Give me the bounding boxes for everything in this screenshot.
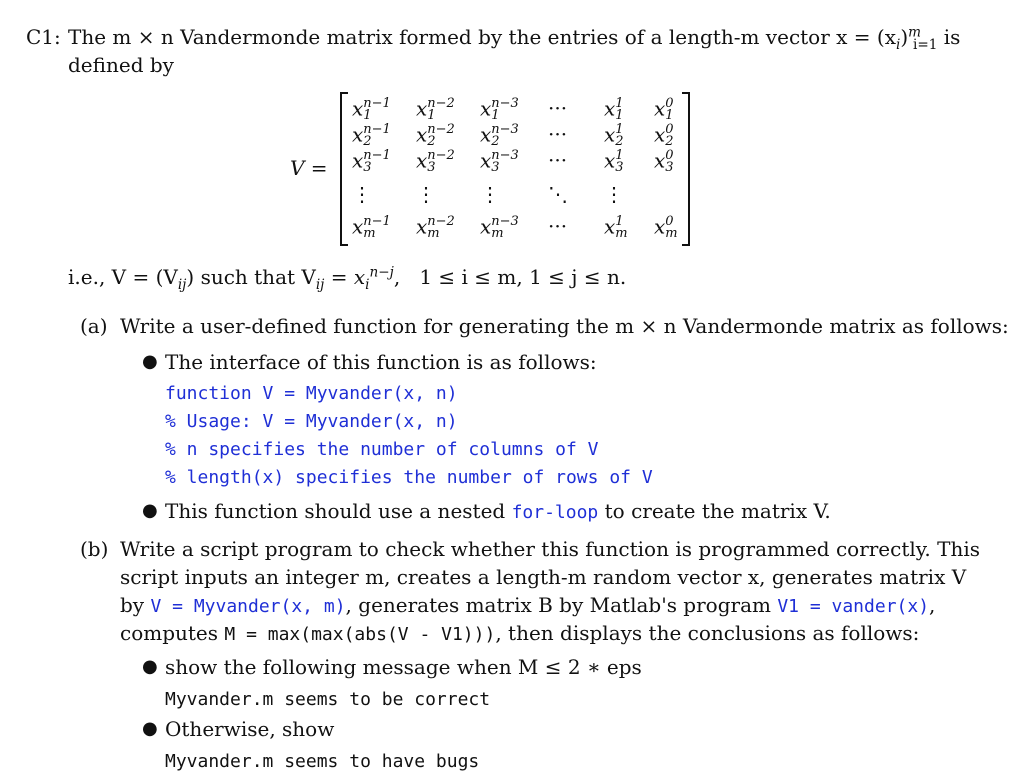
matrix-cell: x 1 3 — [604, 148, 624, 175]
matrix-cell: x 0 1 — [654, 96, 674, 123]
vandermonde-matrix — [340, 92, 690, 244]
matrix-cell: ⋮ — [352, 182, 372, 206]
part-b-line4: computes M = max(max(abs(V - V1))), then displays the conclusions as follows: — [120, 621, 920, 645]
matrix-cell: x n−1 m — [352, 214, 391, 241]
matrix-cell: x n−1 3 — [352, 148, 391, 175]
part-b-line1: Write a script program to check whether this function is programmed correctly. This — [120, 537, 981, 561]
matrix-cell: x n−2 2 — [416, 122, 455, 149]
code-line-4: % length(x) specifies the number of rows of V — [165, 467, 653, 488]
matrix-cell: ⋮ — [416, 182, 436, 206]
matrix-cell: x n−1 1 — [352, 96, 391, 123]
matrix-cell: x n−2 m — [416, 214, 455, 241]
problem-intro-line2: defined by — [68, 53, 174, 77]
part-b-label: (b) — [80, 537, 109, 561]
code-line-2: % Usage: V = Myvander(x, n) — [165, 411, 458, 432]
matrix-cell: x n−2 1 — [416, 96, 455, 123]
part-b-line2: script inputs an integer m, creates a length-m random vector x, generates matrix V — [120, 565, 967, 589]
matrix-cell: ⋱ — [548, 182, 568, 206]
bullet-icon: ● — [142, 500, 158, 521]
bullet-icon: ● — [142, 351, 158, 372]
matrix-right-bracket — [682, 92, 690, 246]
code-line-3: % n specifies the number of columns of V — [165, 439, 599, 460]
matrix-cell: x 0 2 — [654, 122, 674, 149]
part-a-label: (a) — [80, 314, 108, 338]
message-correct: Myvander.m seems to be correct — [165, 689, 491, 710]
part-b-bullet2: Otherwise, show — [165, 717, 335, 741]
matrix-cell: ⋮ — [480, 182, 500, 206]
matrix-cell: ··· — [548, 96, 568, 120]
matrix-lhs: V = — [290, 156, 328, 180]
part-a-text: Write a user-defined function for generating the m × n Vandermonde matrix as follows: — [120, 314, 1009, 338]
code-line-1: function V = Myvander(x, n) — [165, 383, 458, 404]
problem-label: C1: — [26, 25, 61, 49]
matrix-cell: x n−2 3 — [416, 148, 455, 175]
matrix-cell: x n−1 2 — [352, 122, 391, 149]
message-bugs: Myvander.m seems to have bugs — [165, 751, 480, 772]
part-b-line3: by V = Myvander(x, m), generates matrix B by Matlab's program V1 = vander(x), — [120, 593, 936, 617]
matrix-cell: ··· — [548, 122, 568, 146]
matrix-cell: x 1 m — [604, 214, 628, 241]
matrix-cell: ··· — [548, 214, 568, 238]
problem-intro-line1: The m × n Vandermonde matrix formed by the entries of a length-m vector $x = (x_i)^m_{i=1}$ is — [68, 24, 961, 53]
definition-line: i.e., $V = (V_{ij})$ such that $V_{ij} = x_i^{n-j}$, 1 ≤ i ≤ m, 1 ≤ j ≤ n. — [68, 264, 627, 293]
matrix-cell: ⋮ — [604, 182, 624, 206]
bullet-icon: ● — [142, 718, 158, 739]
matrix-cell: ··· — [548, 148, 568, 172]
part-a-bullet2: This function should use a nested for-loop to create the matrix V. — [165, 499, 831, 523]
matrix-cell: x n−3 m — [480, 214, 519, 241]
part-b-bullet1: show the following message when M ≤ 2 ∗ eps — [165, 655, 642, 679]
matrix-cell: x 0 3 — [654, 148, 674, 175]
matrix-cell: x n−3 2 — [480, 122, 519, 149]
matrix-cell: x 0 m — [654, 214, 678, 241]
matrix-cell: x n−3 3 — [480, 148, 519, 175]
matrix-cell: x n−3 1 — [480, 96, 519, 123]
part-a-bullet1: The interface of this function is as follows: — [165, 350, 597, 374]
matrix-cell: x 1 1 — [604, 96, 624, 123]
matrix-left-bracket — [340, 92, 348, 246]
matrix-cell: x 1 2 — [604, 122, 624, 149]
bullet-icon: ● — [142, 656, 158, 677]
